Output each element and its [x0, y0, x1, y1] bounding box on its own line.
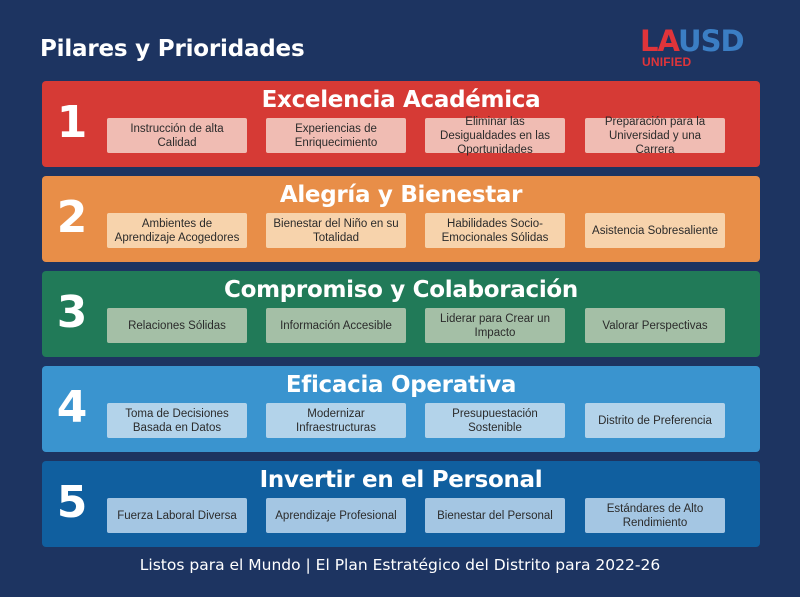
priority-chip: Bienestar del Niño en su Totalidad	[266, 213, 406, 248]
pillar-title: Alegría y Bienestar	[279, 182, 523, 208]
priority-chip: Liderar para Crear un Impacto	[425, 308, 565, 343]
pillar-number: 2	[56, 192, 88, 243]
pillar-title: Eficacia Operativa	[285, 372, 517, 398]
priority-chip: Estándares de Alto Rendimiento	[585, 498, 725, 533]
pillar-title: Excelencia Académica	[261, 87, 541, 113]
priority-chip: Toma de Decisiones Basada en Datos	[107, 403, 247, 438]
logo-usd: USD	[678, 24, 744, 58]
logo-la: LA	[640, 24, 679, 58]
pillar-title: Invertir en el Personal	[259, 467, 543, 493]
priority-chip: Eliminar las Desigualdades en las Oportunidades	[425, 118, 565, 153]
pillar-title: Compromiso y Colaboración	[223, 277, 578, 303]
priority-chip: Presupuestación Sostenible	[425, 403, 565, 438]
priority-chip: Distrito de Preferencia	[585, 403, 725, 438]
priority-chip: Asistencia Sobresaliente	[585, 213, 725, 248]
priority-chip: Experiencias de Enriquecimiento	[266, 118, 406, 153]
logo-subtitle: UNIFIED	[642, 55, 692, 69]
pillar-2	[42, 176, 760, 262]
pillar-number: 5	[56, 477, 88, 528]
lausd-logo	[640, 26, 760, 72]
priority-chip: Bienestar del Personal	[425, 498, 565, 533]
priority-chip: Fuerza Laboral Diversa	[107, 498, 247, 533]
pillar-4	[42, 366, 760, 452]
priority-chip: Instrucción de alta Calidad	[107, 118, 247, 153]
priority-chip: Valorar Perspectivas	[585, 308, 725, 343]
priority-chip: Relaciones Sólidas	[107, 308, 247, 343]
footer-text: Listos para el Mundo | El Plan Estratégico del Distrito para 2022-26	[139, 556, 661, 574]
priority-chip: Preparación para la Universidad y una Carrera	[585, 118, 725, 153]
pillar-5	[42, 461, 760, 547]
priority-chip: Información Accesible	[266, 308, 406, 343]
priority-chip: Habilidades Socio-Emocionales Sólidas	[425, 213, 565, 248]
priority-chip: Aprendizaje Profesional	[266, 498, 406, 533]
priority-chip: Modernizar Infraestructuras	[266, 403, 406, 438]
pillar-number: 1	[56, 97, 88, 148]
page-title: Pilares y Prioridades	[40, 36, 305, 62]
pillar-1	[42, 81, 760, 167]
priority-chip: Ambientes de Aprendizaje Acogedores	[107, 213, 247, 248]
pillar-number: 4	[56, 382, 88, 433]
pillar-3	[42, 271, 760, 357]
pillar-number: 3	[56, 287, 88, 338]
